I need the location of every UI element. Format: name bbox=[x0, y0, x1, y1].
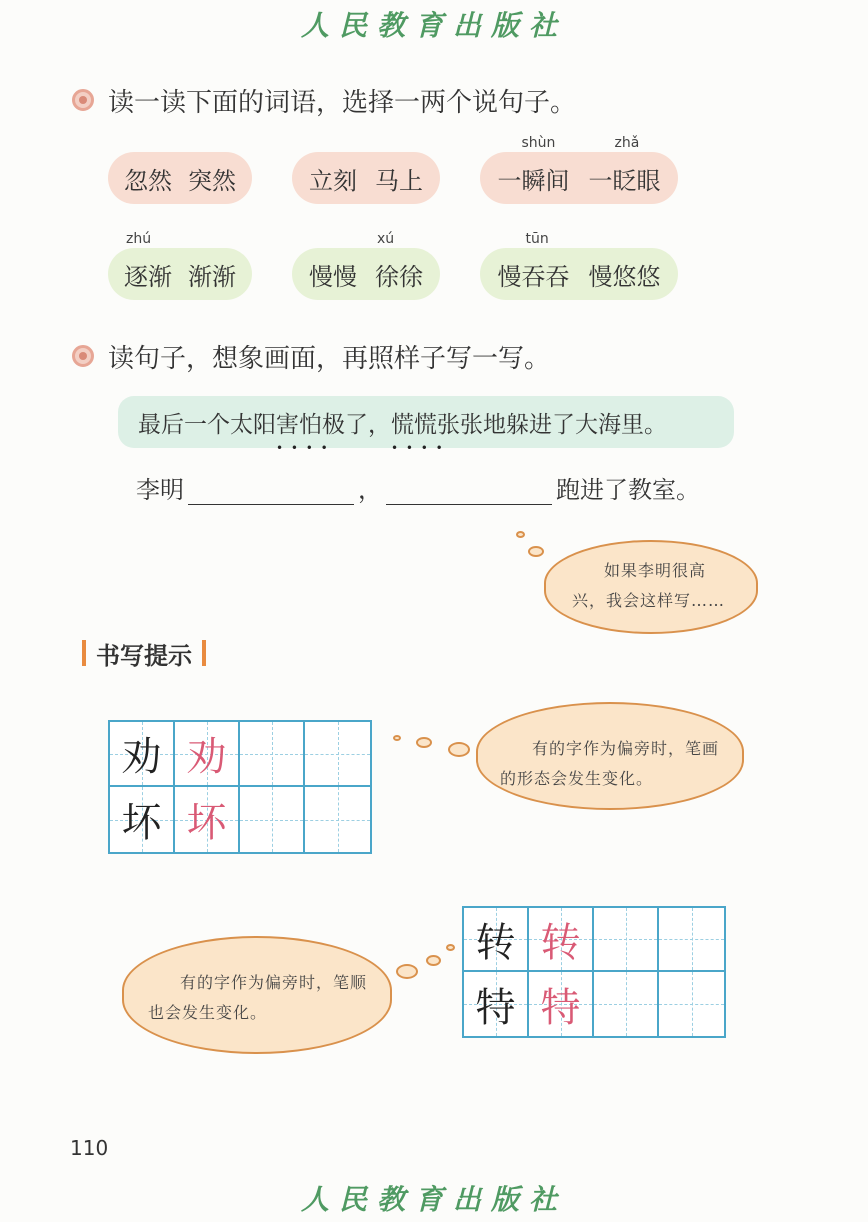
thought-dot bbox=[516, 531, 525, 538]
char: 特 bbox=[540, 984, 581, 1031]
char: 特 bbox=[475, 984, 516, 1031]
bullet-icon bbox=[72, 89, 94, 111]
bullet-icon bbox=[72, 345, 94, 367]
thought-dot bbox=[446, 944, 455, 951]
word-pair-5 bbox=[292, 230, 440, 300]
word-pair-2 bbox=[292, 152, 440, 204]
thought-dot bbox=[396, 964, 418, 979]
thought-dot bbox=[393, 735, 401, 741]
grid-cell bbox=[175, 722, 240, 787]
example-part: 地躲进了大海里。 bbox=[483, 411, 667, 438]
word-text: 一瞬间 bbox=[497, 166, 570, 195]
grid-cell[interactable] bbox=[594, 972, 659, 1036]
tianzige-grid bbox=[108, 720, 372, 854]
char: 转 bbox=[540, 919, 581, 966]
pinyin: zhú bbox=[126, 230, 152, 247]
word-text: 逐渐 bbox=[124, 262, 172, 291]
word: 慢悠悠 bbox=[588, 262, 661, 291]
grid-cell bbox=[110, 722, 175, 787]
word: 立刻 bbox=[309, 166, 357, 195]
section1-title-text: 读一读下面的词语，选择一两个说句子。 bbox=[108, 87, 577, 118]
grid-cell[interactable] bbox=[659, 908, 724, 972]
fill-start: 李明 bbox=[136, 476, 184, 504]
example-sentence bbox=[118, 396, 734, 448]
section2-title-text: 读句子，想象画面，再照样子写一写。 bbox=[108, 343, 551, 374]
example-part: 最后一个太阳 bbox=[138, 411, 276, 438]
tips-heading bbox=[72, 638, 216, 668]
bubble-text: 如果李明很高兴，我会这样写…… bbox=[572, 561, 726, 610]
fill-sentence bbox=[136, 470, 700, 505]
example-part: ， bbox=[368, 411, 391, 438]
grid-cell bbox=[529, 908, 594, 972]
grid-cell bbox=[464, 972, 529, 1036]
fill-end: 跑进了教室。 bbox=[556, 476, 700, 504]
grid-cell bbox=[464, 908, 529, 972]
char: 转 bbox=[475, 919, 516, 966]
char: 劝 bbox=[121, 734, 162, 780]
grid-cell[interactable] bbox=[305, 787, 370, 852]
dotted-phrase: 害怕极了 • • bbox=[276, 406, 368, 439]
grid-cell[interactable] bbox=[240, 787, 305, 852]
dotted-phrase: 慌慌张张 • • bbox=[391, 406, 483, 439]
thought-bubble bbox=[122, 936, 392, 1054]
publisher-header: 人民教育出版社 bbox=[300, 9, 567, 42]
word: 忽然 bbox=[124, 166, 172, 195]
grid-cell[interactable] bbox=[240, 722, 305, 787]
word-text: 徐徐 bbox=[375, 262, 423, 291]
word: 突然 bbox=[188, 166, 236, 195]
char: 坏 bbox=[186, 800, 227, 846]
tips-heading-text: 书写提示 bbox=[96, 641, 192, 670]
grid-cell[interactable] bbox=[305, 722, 370, 787]
word-pair-3 bbox=[480, 134, 678, 204]
section1-title bbox=[72, 84, 576, 116]
pinyin: xú bbox=[377, 230, 395, 247]
blank-line[interactable] bbox=[188, 476, 354, 505]
word-text: 一眨眼 bbox=[588, 166, 661, 195]
grid-cell bbox=[175, 787, 240, 852]
bubble-text: 有的字作为偏旁时，笔顺也会发生变化。 bbox=[148, 973, 368, 1022]
thought-bubble bbox=[544, 540, 758, 634]
thought-dot bbox=[426, 955, 441, 966]
heading-bar bbox=[202, 640, 206, 666]
word bbox=[124, 230, 172, 292]
word-pair-1 bbox=[108, 152, 252, 204]
word: 慢慢 bbox=[309, 262, 357, 291]
bubble-text: 有的字作为偏旁时，笔画的形态会发生变化。 bbox=[500, 739, 720, 788]
word: 马上 bbox=[375, 166, 423, 195]
section2-title bbox=[72, 340, 550, 372]
word bbox=[497, 134, 570, 196]
blank-line[interactable] bbox=[386, 476, 552, 505]
word-text: 慢吞吞 bbox=[497, 262, 570, 291]
word-pair-4 bbox=[108, 230, 252, 300]
word bbox=[375, 230, 423, 292]
fill-comma: ， bbox=[358, 476, 382, 504]
grid-cell bbox=[110, 787, 175, 852]
word bbox=[588, 134, 661, 196]
char: 劝 bbox=[186, 734, 227, 780]
pinyin: shùn bbox=[521, 134, 556, 151]
grid-cell[interactable] bbox=[659, 972, 724, 1036]
tianzige-grid bbox=[462, 906, 726, 1038]
grid-cell bbox=[529, 972, 594, 1036]
char: 坏 bbox=[121, 800, 162, 846]
pinyin: zhǎ bbox=[614, 134, 640, 151]
thought-bubble bbox=[476, 702, 744, 810]
thought-dot bbox=[528, 546, 544, 557]
word: 渐渐 bbox=[188, 262, 236, 291]
heading-bar bbox=[82, 640, 86, 666]
publisher-footer: 人民教育出版社 bbox=[300, 1183, 567, 1216]
thought-dot bbox=[416, 737, 432, 748]
word-pair-6 bbox=[480, 230, 678, 300]
page-number: 110 bbox=[70, 1136, 109, 1160]
pinyin: tūn bbox=[525, 230, 549, 247]
word bbox=[497, 230, 570, 292]
thought-dot bbox=[448, 742, 470, 757]
grid-cell[interactable] bbox=[594, 908, 659, 972]
